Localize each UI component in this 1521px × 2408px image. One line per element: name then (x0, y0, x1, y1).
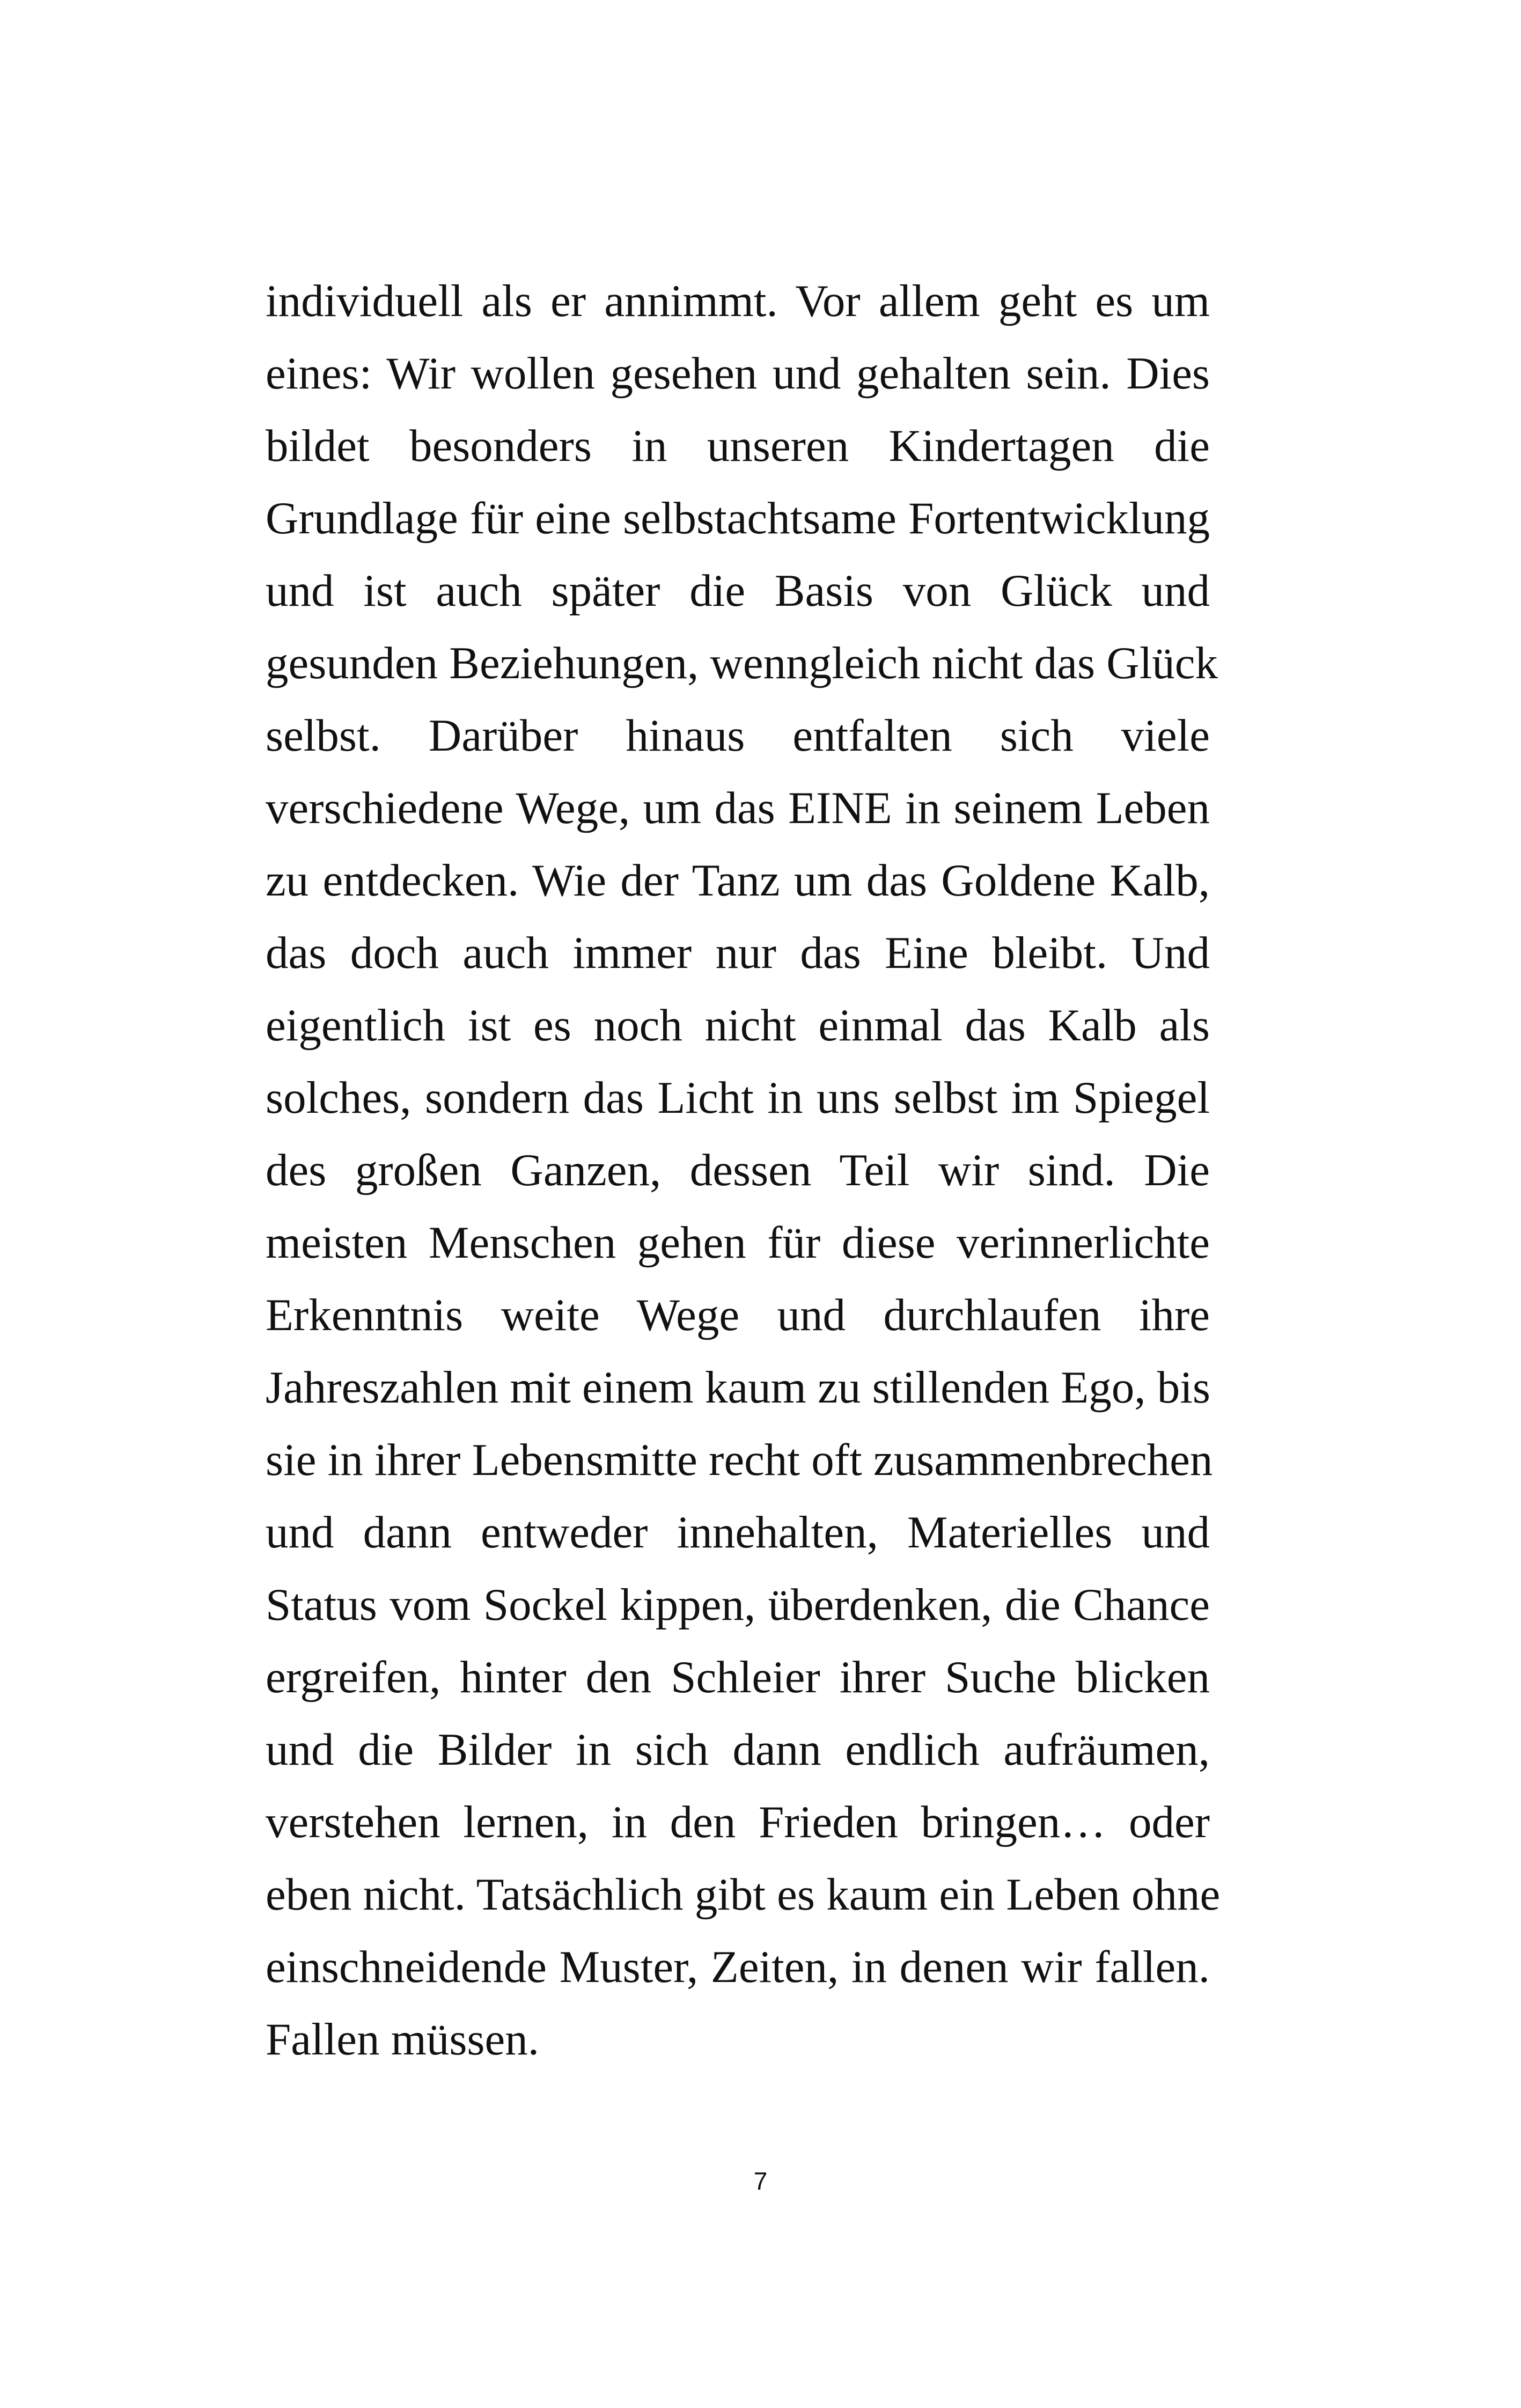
text-line: und die Bilder in sich dann endlich aufräumen, (266, 1724, 1210, 1775)
body-paragraph (266, 265, 1221, 2076)
text-line: und dann entweder innehalten, Materielles und (266, 1507, 1210, 1558)
text-line: meisten Menschen gehen für diese verinnerlichte (266, 1217, 1210, 1268)
text-line: Status vom Sockel kippen, überdenken, die Chance (266, 1580, 1210, 1630)
page-number: 7 (753, 2167, 768, 2195)
text-line-last: Fallen müssen. (266, 2014, 539, 2065)
text-line: und ist auch später die Basis von Glück und (266, 566, 1210, 616)
text-line: des großen Ganzen, dessen Teil wir sind. Die (266, 1145, 1210, 1195)
text-line: eines: Wir wollen gesehen und gehalten sein. Dies (266, 348, 1210, 399)
text-line: selbst. Darüber hinaus entfalten sich viele (266, 710, 1210, 761)
text-line: sie in ihrer Lebensmitte recht oft zusammenbrechen (266, 1435, 1213, 1485)
text-line: Erkenntnis weite Wege und durchlaufen ihre (266, 1290, 1210, 1340)
text-line: eben nicht. Tatsächlich gibt es kaum ein Leben ohne (266, 1869, 1221, 1920)
text-line: gesunden Beziehungen, wenngleich nicht das Glück (266, 638, 1218, 688)
text-line: verstehen lernen, in den Frieden bringen… oder (266, 1797, 1210, 1847)
text-line: zu entdecken. Wie der Tanz um das Goldene Kalb, (266, 855, 1210, 906)
text-line: ergreifen, hinter den Schleier ihrer Suche blicken (266, 1652, 1210, 1702)
text-line: eigentlich ist es noch nicht einmal das Kalb als (266, 1000, 1210, 1051)
text-line: das doch auch immer nur das Eine bleibt. Und (266, 928, 1210, 978)
text-line: solches, sondern das Licht in uns selbst im Spiegel (266, 1073, 1210, 1123)
text-line: individuell als er annimmt. Vor allem geht es um (266, 276, 1210, 326)
text-line: verschiedene Wege, um das EINE in seinem Leben (266, 783, 1210, 833)
text-line: bildet besonders in unseren Kindertagen die (266, 421, 1210, 471)
text-line: einschneidende Muster, Zeiten, in denen wir fallen. (266, 1942, 1210, 1992)
text-line: Grundlage für eine selbstachtsame Fortentwicklung (266, 493, 1210, 544)
text-line: Jahreszahlen mit einem kaum zu stillenden Ego, bis (266, 1362, 1210, 1413)
